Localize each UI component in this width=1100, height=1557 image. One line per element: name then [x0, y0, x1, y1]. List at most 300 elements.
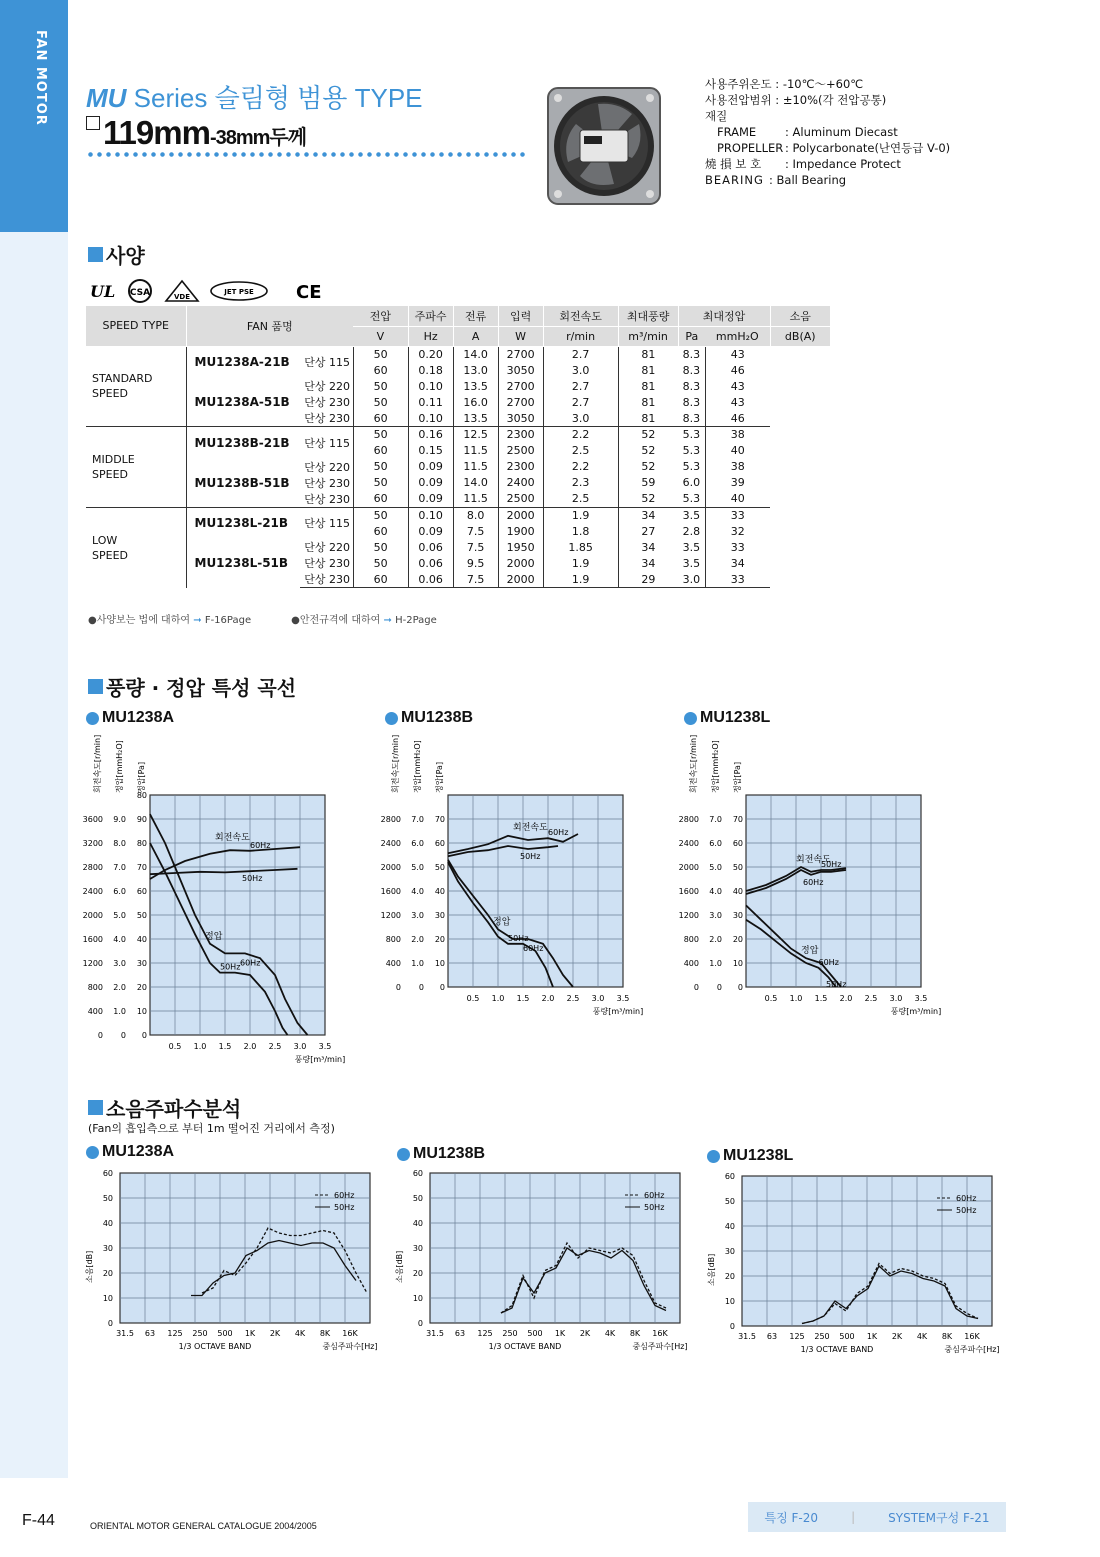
table-cell: 0.18 — [408, 362, 453, 378]
x-tick-label: 1.0 — [193, 1042, 207, 1051]
perf-chart-b — [378, 734, 644, 1065]
voltage-range: 사용전압범위 : ±10%(각 전압공통) — [705, 93, 887, 107]
table-cell: 2.3 — [543, 475, 618, 491]
table-cell: 3050 — [498, 410, 543, 427]
table-cell: 3.0 — [678, 571, 705, 588]
pa-tick-label: 40 — [732, 887, 743, 896]
square-bullet-icon — [88, 1100, 103, 1115]
spec-heading: 사양 — [88, 240, 145, 269]
rpm-tick-label: 800 — [87, 983, 103, 992]
arrow-right-icon: ➞ — [383, 615, 392, 626]
x-tick-label: 2.5 — [864, 994, 878, 1003]
noise-note: (Fan의 흡입측으로 부터 1m 떨어진 거리에서 측정) — [88, 1122, 335, 1135]
circle-bullet-icon — [86, 1146, 99, 1159]
table-cell: 50 — [353, 555, 408, 571]
x-tick-label: 0.5 — [168, 1042, 182, 1051]
legend-label: 60Hz — [644, 1191, 665, 1200]
table-cell: 2700 — [498, 378, 543, 394]
dotted-divider — [86, 152, 526, 157]
table-cell: 52 — [618, 491, 678, 508]
col-voltage: 전압 — [353, 306, 408, 326]
table-cell: 0.09 — [408, 523, 453, 539]
y-tick-label: 30 — [412, 1244, 423, 1253]
perf-chart-l-title: MU1238L — [684, 709, 770, 727]
noise-chart-l — [702, 1168, 1012, 1358]
table-cell: 34 — [618, 539, 678, 555]
table-cell: 50 — [353, 427, 408, 443]
y-axis-label: 소음[dB] — [395, 1250, 404, 1283]
speed-type-cell: STANDARD SPEED — [86, 346, 186, 427]
rpm-tick-label: 3600 — [82, 815, 103, 824]
mm-tick-label: 7.0 — [709, 815, 722, 824]
x-tick-label: 31.5 — [738, 1332, 756, 1341]
noise-chart-a — [80, 1165, 390, 1355]
svg-text:CSA: CSA — [129, 288, 151, 298]
table-header-row — [86, 306, 830, 326]
model-cell: MU1238L-51B — [186, 539, 300, 588]
table-cell: 11.5 — [453, 459, 498, 475]
x-axis-label-2: 중심주파수[Hz] — [322, 1342, 378, 1351]
table-cell: 2000 — [498, 555, 543, 571]
x-tick-label: 1K — [866, 1332, 878, 1341]
table-cell: 3.5 — [682, 556, 701, 570]
pa-tick-label: 10 — [136, 1007, 147, 1016]
table-cell: 3.5 — [678, 507, 705, 523]
rpm-tick-label: 1600 — [678, 887, 699, 896]
table-cell: 0.09 — [408, 491, 453, 508]
table-cell: 34 — [618, 507, 678, 523]
table-cell: 34 — [705, 555, 770, 571]
circle-bullet-icon — [86, 712, 99, 725]
curve-label: 60Hz — [803, 877, 824, 887]
table-cell: 단상 230 — [304, 492, 351, 506]
x-tick-label: 3.0 — [889, 994, 903, 1003]
square-bullet-icon — [88, 247, 103, 262]
noise-heading: 소음주파수분석 — [88, 1093, 241, 1122]
col-max-pressure: 최대정압 — [678, 306, 770, 326]
table-cell: 13.5 — [453, 378, 498, 394]
table-cell: 46 — [705, 362, 770, 378]
note-spec-guide[interactable]: ●사양보는 법에 대하여 ➞ F-16Page — [88, 615, 252, 626]
mm-tick-label: 6.0 — [411, 839, 424, 848]
table-cell: 0.06 — [408, 555, 453, 571]
table-cell: 14.0 — [453, 475, 498, 491]
pa-tick-label: 0 — [141, 1031, 147, 1040]
jet-pse-logo-icon — [209, 279, 287, 303]
x-tick-label: 8K — [629, 1329, 641, 1338]
x-tick-label: 4K — [916, 1332, 928, 1341]
table-cell: 52 — [618, 459, 678, 475]
x-tick-label: 2K — [579, 1329, 591, 1338]
table-cell: 13.0 — [453, 362, 498, 378]
table-cell: 60 — [353, 571, 408, 588]
y-axis-label: 소음[dB] — [707, 1253, 716, 1286]
perf-chart-a-title: MU1238A — [86, 709, 174, 727]
pa-tick-label: 0 — [439, 983, 445, 992]
x-tick-label: 500 — [527, 1329, 543, 1338]
svg-text:JET PSE: JET PSE — [224, 288, 254, 296]
table-cell: 단상 230 — [300, 571, 353, 588]
curve-label: 60Hz — [548, 828, 569, 838]
x-tick-label: 125 — [789, 1332, 805, 1341]
table-cell: 단상 220 — [304, 541, 351, 554]
table-cell: 33 — [705, 507, 770, 523]
x-tick-label: 0.5 — [466, 994, 480, 1003]
table-cell: 60 — [353, 491, 408, 508]
x-tick-label: 4K — [604, 1329, 616, 1338]
x-tick-label: 31.5 — [426, 1329, 444, 1338]
table-cell: 33 — [705, 539, 770, 555]
x-tick-label: 1.5 — [814, 994, 828, 1003]
x-tick-label: 1.0 — [789, 994, 803, 1003]
pa-tick-label: 0 — [737, 983, 743, 992]
col-fan-model: FAN 품명 — [186, 306, 353, 346]
x-tick-label: 2.0 — [243, 1042, 257, 1051]
table-cell: 2.8 — [682, 524, 701, 538]
y-tick-label: 50 — [724, 1197, 735, 1206]
table-cell: 2000 — [498, 571, 543, 588]
mm-tick-label: 7.0 — [411, 815, 424, 824]
mm-tick-label: 5.0 — [709, 863, 722, 872]
ce-logo-icon — [296, 280, 324, 302]
x-tick-label: 63 — [144, 1329, 156, 1338]
pa-tick-label: 50 — [434, 863, 445, 872]
rpm-tick-label: 800 — [683, 935, 699, 944]
table-cell: 2.7 — [543, 394, 618, 410]
table-cell: 1.85 — [543, 539, 618, 555]
pressure-label: 정압 — [801, 946, 819, 957]
mm-tick-label: 2.0 — [709, 935, 722, 944]
pa-tick-label: 30 — [434, 911, 445, 920]
x-axis-label: 풍량[m³/min] — [890, 1007, 942, 1016]
pa-tick-label: 10 — [434, 959, 445, 968]
table-cell: 40 — [705, 491, 770, 508]
table-cell: 52 — [618, 443, 678, 459]
x-tick-label: 3.5 — [318, 1042, 332, 1051]
table-row — [86, 539, 830, 555]
fan-photo — [544, 84, 664, 208]
table-cell: 50 — [353, 346, 408, 362]
table-unit-row: V Hz A W r/min m³/min Pa mmH₂O dB(A) — [86, 326, 830, 346]
x-tick-label: 2K — [891, 1332, 903, 1341]
table-cell: 2500 — [498, 491, 543, 508]
table-cell: 2700 — [498, 346, 543, 362]
x-tick-label: 250 — [502, 1329, 518, 1338]
y-axis-label-rpm: 회전속도[r/min] — [689, 734, 698, 793]
table-cell: 1900 — [498, 523, 543, 539]
mm-tick-label: 5.0 — [411, 863, 424, 872]
table-cell: 50 — [353, 475, 408, 491]
table-cell: 81 — [618, 362, 678, 378]
link-features[interactable]: 특징 F-20 — [764, 1510, 819, 1525]
x-axis-label: 풍량[m³/min] — [592, 1007, 644, 1016]
x-tick-label: 63 — [766, 1332, 778, 1341]
legend-label: 50Hz — [956, 1206, 977, 1215]
table-cell: 8.3 — [682, 379, 701, 393]
y-axis-label-pa: 정압[Pa] — [137, 761, 146, 793]
x-tick-label: 0.5 — [764, 994, 778, 1003]
table-cell: 8.3 — [678, 346, 705, 362]
x-axis-label-2: 중심주파수[Hz] — [944, 1345, 1000, 1354]
page-number: F-44 — [22, 1512, 55, 1529]
table-cell: 2700 — [498, 394, 543, 410]
pa-tick-label: 70 — [434, 815, 445, 824]
x-tick-label: 3.0 — [293, 1042, 307, 1051]
table-row — [86, 346, 830, 362]
pa-tick-label: 80 — [136, 791, 147, 800]
curve-label: 60Hz — [250, 840, 271, 850]
table-cell: 7.5 — [453, 539, 498, 555]
circle-bullet-icon — [397, 1148, 410, 1161]
table-cell: 60 — [353, 523, 408, 539]
rpm-tick-label: 400 — [87, 1007, 103, 1016]
y-tick-label: 50 — [102, 1194, 113, 1203]
y-tick-label: 40 — [102, 1219, 113, 1228]
table-cell: 0.10 — [408, 507, 453, 523]
speed-type-cell: LOW SPEED — [86, 507, 186, 588]
y-tick-label: 30 — [102, 1244, 113, 1253]
table-cell: 0.20 — [408, 346, 453, 362]
mm-tick-label: 8.0 — [113, 839, 126, 848]
table-row — [86, 427, 830, 443]
size-title: 119mm-38mm두께 — [86, 114, 306, 152]
noise-chart-l-title: MU1238L — [707, 1147, 793, 1165]
pa-tick-label: 60 — [434, 839, 445, 848]
table-cell: 2400 — [498, 475, 543, 491]
table-cell: 2300 — [498, 459, 543, 475]
x-tick-label: 2.5 — [566, 994, 580, 1003]
x-tick-label: 31.5 — [116, 1329, 134, 1338]
rpm-tick-label: 2000 — [380, 863, 401, 872]
table-cell: 1.8 — [543, 523, 618, 539]
legend-label: 60Hz — [334, 1191, 355, 1200]
x-tick-label: 250 — [192, 1329, 208, 1338]
table-cell: 13.5 — [453, 410, 498, 427]
y-tick-label: 60 — [412, 1169, 423, 1178]
x-tick-label: 1K — [554, 1329, 566, 1338]
curve-label: 50Hz — [508, 933, 529, 943]
ul-logo-icon — [88, 281, 118, 301]
perf-heading: 풍량 · 정압 특성 곡선 — [88, 672, 296, 701]
rpm-tick-label: 2800 — [380, 815, 401, 824]
rpm-tick-label: 1200 — [380, 911, 401, 920]
table-cell: 2.7 — [543, 378, 618, 394]
pa-tick-label: 60 — [136, 887, 147, 896]
table-cell: 9.5 — [453, 555, 498, 571]
x-tick-label: 250 — [814, 1332, 830, 1341]
table-cell: 3050 — [498, 362, 543, 378]
note-safety[interactable]: ●안전규격에 대하여 ➞ H-2Page — [291, 615, 437, 626]
table-cell: 33 — [705, 571, 770, 588]
cert-logos — [88, 278, 324, 304]
pa-tick-label: 30 — [136, 959, 147, 968]
vde-logo-icon — [164, 279, 200, 303]
table-row — [86, 507, 830, 523]
table-cell: 3.0 — [543, 410, 618, 427]
pa-tick-label: 20 — [136, 983, 147, 992]
table-cell: 단상 230 — [304, 557, 351, 570]
table-cell: 3.0 — [543, 362, 618, 378]
y-tick-label: 30 — [724, 1247, 735, 1256]
material-label: 재질 — [705, 109, 728, 123]
arrow-right-icon: ➞ — [193, 615, 202, 626]
curve-label: 50Hz — [826, 980, 847, 989]
rpm-tick-label: 400 — [385, 959, 401, 968]
table-cell: 2500 — [498, 443, 543, 459]
model-cell: MU1238B-51B — [186, 459, 300, 508]
speed-label: 회전속도 — [215, 833, 250, 844]
mm-tick-label: 1.0 — [411, 959, 424, 968]
x-tick-label: 3.0 — [591, 994, 605, 1003]
table-cell: 단상 220 — [304, 460, 351, 474]
table-cell: 2300 — [498, 427, 543, 443]
x-tick-label: 16K — [964, 1332, 980, 1341]
circle-bullet-icon — [707, 1150, 720, 1163]
table-cell: 81 — [618, 346, 678, 362]
curve-label: 60Hz — [523, 944, 544, 953]
mm-tick-label: 7.0 — [113, 863, 126, 872]
x-tick-label: 63 — [454, 1329, 466, 1338]
rpm-tick-label: 3200 — [82, 839, 103, 848]
pa-tick-label: 20 — [434, 935, 445, 944]
speed-label: 회전속도 — [796, 854, 831, 865]
pa-tick-label: 40 — [136, 935, 147, 944]
mm-tick-label: 1.0 — [709, 959, 722, 968]
y-tick-label: 20 — [102, 1269, 113, 1278]
table-cell: 50 — [353, 459, 408, 475]
table-cell: 3.5 — [682, 540, 701, 554]
table-cell: 50 — [353, 539, 408, 555]
table-cell: 1.9 — [543, 571, 618, 588]
mm-tick-label: 4.0 — [411, 887, 424, 896]
table-cell: 0.06 — [408, 539, 453, 555]
y-axis-label-pa: 정압[Pa] — [733, 761, 742, 793]
y-axis-label: 소음[dB] — [85, 1250, 94, 1283]
table-cell: 46 — [705, 410, 770, 427]
model-cell: MU1238A-51B — [186, 378, 300, 427]
mm-tick-label: 0 — [716, 983, 722, 992]
x-tick-label: 1.5 — [516, 994, 530, 1003]
mm-tick-label: 0 — [120, 1031, 126, 1040]
link-system[interactable]: SYSTEM구성 F-21 — [888, 1510, 990, 1525]
temp-range: 사용주위온도 : -10℃～+60℃ — [705, 77, 864, 91]
square-frame-icon — [86, 116, 100, 130]
mm-tick-label: 3.0 — [709, 911, 722, 920]
rpm-tick-label: 0 — [395, 983, 401, 992]
y-tick-label: 40 — [412, 1219, 423, 1228]
legend-label: 50Hz — [334, 1203, 355, 1212]
y-tick-label: 10 — [102, 1294, 113, 1303]
rpm-tick-label: 1600 — [380, 887, 401, 896]
table-cell: 11.5 — [453, 443, 498, 459]
perf-chart-b-title: MU1238B — [385, 709, 473, 727]
table-cell: 34 — [618, 555, 678, 571]
x-tick-label: 3.5 — [914, 994, 928, 1003]
circle-bullet-icon — [385, 712, 398, 725]
rpm-tick-label: 800 — [385, 935, 401, 944]
table-cell: 1950 — [498, 539, 543, 555]
mm-tick-label: 3.0 — [113, 959, 126, 968]
noise-chart-b-title: MU1238B — [397, 1145, 485, 1163]
rpm-tick-label: 2800 — [678, 815, 699, 824]
model-cell: MU1238L-21B — [186, 507, 300, 539]
x-tick-label: 1K — [244, 1329, 256, 1338]
pa-tick-label: 90 — [136, 815, 147, 824]
pa-tick-label: 70 — [732, 815, 743, 824]
table-cell: 0.16 — [408, 427, 453, 443]
table-cell: 0.11 — [408, 394, 453, 410]
x-tick-label: 500 — [217, 1329, 233, 1338]
table-cell: 81 — [618, 378, 678, 394]
table-cell: 2.5 — [543, 491, 618, 508]
table-cell: 2.2 — [543, 427, 618, 443]
x-tick-label: 4K — [294, 1329, 306, 1338]
x-tick-label: 500 — [839, 1332, 855, 1341]
table-cell: 60 — [353, 443, 408, 459]
rpm-tick-label: 400 — [683, 959, 699, 968]
mm-tick-label: 5.0 — [113, 911, 126, 920]
x-axis-label: 1/3 OCTAVE BAND — [800, 1345, 874, 1354]
svg-text:VDE: VDE — [173, 293, 191, 301]
rpm-tick-label: 2000 — [678, 863, 699, 872]
rpm-tick-label: 0 — [97, 1031, 103, 1040]
rpm-tick-label: 1200 — [678, 911, 699, 920]
y-axis-label-mm: 정압[mmH₂O] — [711, 740, 720, 793]
series-title: MU Series 슬림형 범용 TYPE — [86, 83, 423, 113]
table-cell: 81 — [618, 410, 678, 427]
col-frequency: 주파수 — [408, 306, 453, 326]
table-cell: 0.06 — [408, 571, 453, 588]
col-current: 전류 — [453, 306, 498, 326]
mm-tick-label: 2.0 — [411, 935, 424, 944]
y-tick-label: 0 — [107, 1319, 113, 1328]
rpm-tick-label: 2400 — [82, 887, 103, 896]
y-tick-label: 60 — [102, 1169, 113, 1178]
col-speed-type: SPEED TYPE — [86, 306, 186, 346]
perf-chart-a — [80, 734, 346, 1065]
section-tab — [0, 0, 68, 232]
x-axis-label: 풍량[m³/min] — [294, 1055, 346, 1064]
table-cell: 2000 — [498, 507, 543, 523]
table-cell: 16.0 — [453, 394, 498, 410]
pa-tick-label: 50 — [732, 863, 743, 872]
table-cell: 2.7 — [543, 346, 618, 362]
x-tick-label: 2.0 — [541, 994, 555, 1003]
x-tick-label: 8K — [319, 1329, 331, 1338]
table-cell: 단상 115 — [300, 427, 353, 459]
curve-label: 50Hz — [520, 852, 541, 861]
table-cell: 43 — [705, 394, 770, 410]
table-cell: 7.5 — [453, 571, 498, 588]
curve-label: 50Hz — [220, 962, 241, 972]
table-cell: 60 — [353, 410, 408, 427]
table-cell: 5.3 — [678, 427, 705, 443]
pa-tick-label: 20 — [732, 935, 743, 944]
pa-tick-label: 10 — [732, 959, 743, 968]
catalogue-name: ORIENTAL MOTOR GENERAL CATALOGUE 2004/2005 — [90, 1521, 317, 1531]
table-cell: 43 — [705, 346, 770, 362]
x-tick-label: 8K — [941, 1332, 953, 1341]
mm-tick-label: 2.0 — [113, 983, 126, 992]
y-axis-label-rpm: 회전속도[r/min] — [93, 734, 102, 793]
perf-chart-l — [676, 734, 942, 1065]
rpm-tick-label: 0 — [693, 983, 699, 992]
table-cell: 8.3 — [682, 411, 701, 425]
x-axis-label: 1/3 OCTAVE BAND — [488, 1342, 562, 1351]
pa-tick-label: 60 — [732, 839, 743, 848]
x-tick-label: 2.5 — [268, 1042, 282, 1051]
reference-notes — [88, 611, 437, 626]
